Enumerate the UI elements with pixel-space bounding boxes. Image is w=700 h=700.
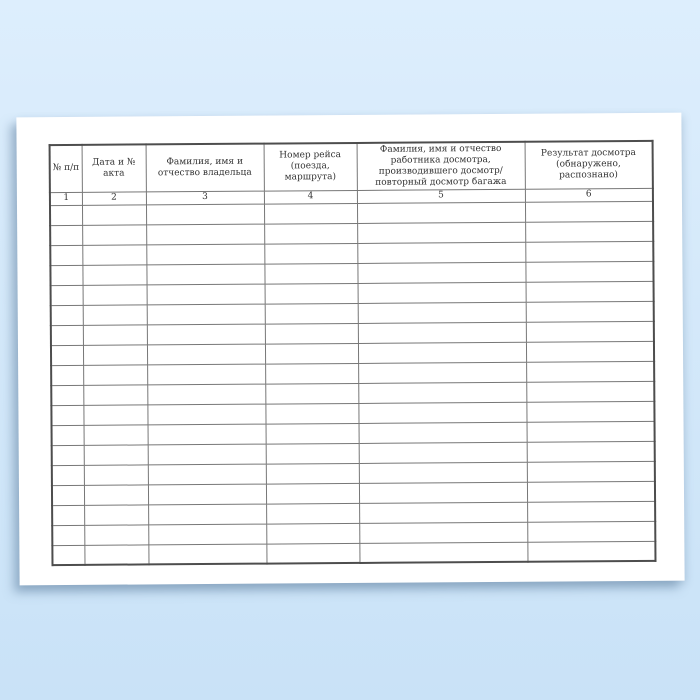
empty-cell [82, 205, 146, 225]
empty-cell [358, 362, 526, 383]
column-number: 5 [357, 189, 525, 203]
column-header-flight-number: Номер рейса (поезда, маршрута) [264, 143, 357, 191]
empty-cell [266, 503, 359, 524]
empty-cell [52, 425, 84, 445]
empty-cell [264, 263, 357, 284]
table-body [50, 201, 655, 565]
empty-cell [147, 324, 265, 345]
empty-cell [358, 322, 526, 343]
empty-cell [357, 202, 525, 223]
paper-sheet [16, 113, 684, 586]
empty-cell [526, 381, 654, 402]
column-header-inspection-result: Результат досмотра (обнаружено, распознано) [525, 141, 653, 189]
empty-cell [526, 321, 654, 342]
empty-cell [526, 361, 654, 382]
empty-cell [527, 441, 655, 462]
empty-cell [50, 205, 82, 225]
empty-cell [83, 305, 147, 325]
empty-cell [525, 221, 653, 242]
empty-cell [83, 385, 147, 405]
empty-cell [264, 243, 357, 264]
empty-cell [146, 264, 264, 285]
empty-cell [52, 545, 84, 565]
empty-cell [357, 262, 525, 283]
empty-cell [357, 222, 525, 243]
empty-cell [147, 344, 265, 365]
column-number: 6 [525, 188, 653, 202]
empty-cell [51, 345, 83, 365]
empty-cell [526, 401, 654, 422]
empty-cell [527, 421, 655, 442]
empty-cell [148, 424, 266, 445]
empty-cell [266, 463, 359, 484]
empty-cell [527, 541, 655, 562]
empty-cell [358, 402, 526, 423]
empty-cell [265, 403, 358, 424]
empty-cell [525, 201, 653, 222]
empty-cell [265, 383, 358, 404]
empty-cell [359, 462, 527, 483]
empty-cell [359, 482, 527, 503]
empty-cell [527, 481, 655, 502]
empty-cell [526, 301, 654, 322]
empty-cell [148, 504, 266, 525]
empty-cell [527, 501, 655, 522]
empty-cell [358, 302, 526, 323]
empty-cell [526, 281, 654, 302]
empty-cell [264, 203, 357, 224]
empty-cell [147, 364, 265, 385]
column-number: 4 [264, 190, 357, 204]
empty-cell [84, 465, 148, 485]
empty-cell [84, 485, 148, 505]
empty-cell [146, 244, 264, 265]
empty-cell [148, 544, 266, 565]
column-number: 1 [50, 192, 82, 205]
empty-cell [146, 204, 264, 225]
column-header-serial-number: № п/п [50, 145, 82, 193]
empty-cell [527, 521, 655, 542]
empty-cell [83, 325, 147, 345]
empty-cell [148, 484, 266, 505]
column-number: 3 [146, 191, 264, 205]
empty-cell [52, 465, 84, 485]
inspection-log-table [49, 140, 657, 567]
empty-cell [52, 505, 84, 525]
empty-cell [265, 303, 358, 324]
empty-cell [84, 445, 148, 465]
empty-cell [265, 283, 358, 304]
column-header-owner-name: Фамилия, имя и отчество владельца [146, 144, 264, 192]
empty-cell [82, 225, 146, 245]
empty-cell [82, 245, 146, 265]
empty-cell [146, 224, 264, 245]
empty-cell [83, 405, 147, 425]
empty-cell [266, 483, 359, 504]
empty-cell [358, 342, 526, 363]
empty-cell [51, 365, 83, 385]
empty-cell [83, 345, 147, 365]
empty-cell [266, 543, 359, 564]
empty-cell [264, 223, 357, 244]
empty-cell [52, 525, 84, 545]
empty-cell [52, 445, 84, 465]
empty-cell [51, 325, 83, 345]
empty-cell [83, 285, 147, 305]
table-row [52, 541, 655, 565]
empty-cell [266, 443, 359, 464]
empty-cell [84, 505, 148, 525]
empty-cell [83, 365, 147, 385]
empty-cell [50, 265, 82, 285]
empty-cell [50, 245, 82, 265]
empty-cell [526, 341, 654, 362]
empty-cell [84, 425, 148, 445]
column-header-date-act-number: Дата и № акта [82, 144, 146, 192]
table-header [50, 141, 653, 206]
empty-cell [525, 261, 653, 282]
empty-cell [359, 502, 527, 523]
column-header-inspector-name: Фамилия, имя и отчество работника досмотра, производившего досмотр/повторный досмотр багажа [357, 142, 525, 191]
empty-cell [147, 404, 265, 425]
empty-cell [51, 405, 83, 425]
empty-cell [84, 525, 148, 545]
empty-cell [358, 382, 526, 403]
empty-cell [51, 285, 83, 305]
empty-cell [147, 384, 265, 405]
empty-cell [266, 423, 359, 444]
empty-cell [359, 422, 527, 443]
empty-cell [50, 225, 82, 245]
empty-cell [147, 304, 265, 325]
empty-cell [52, 485, 84, 505]
empty-cell [265, 343, 358, 364]
empty-cell [359, 522, 527, 543]
empty-cell [358, 282, 526, 303]
empty-cell [148, 464, 266, 485]
empty-cell [148, 444, 266, 465]
empty-cell [147, 284, 265, 305]
empty-cell [525, 241, 653, 262]
header-row [50, 141, 653, 193]
empty-cell [51, 305, 83, 325]
column-number: 2 [82, 192, 146, 205]
empty-cell [359, 542, 527, 563]
empty-cell [265, 363, 358, 384]
empty-cell [359, 442, 527, 463]
empty-cell [265, 323, 358, 344]
empty-cell [51, 385, 83, 405]
empty-cell [357, 242, 525, 263]
empty-cell [266, 523, 359, 544]
empty-cell [148, 524, 266, 545]
empty-cell [527, 461, 655, 482]
empty-cell [84, 545, 148, 565]
empty-cell [82, 265, 146, 285]
